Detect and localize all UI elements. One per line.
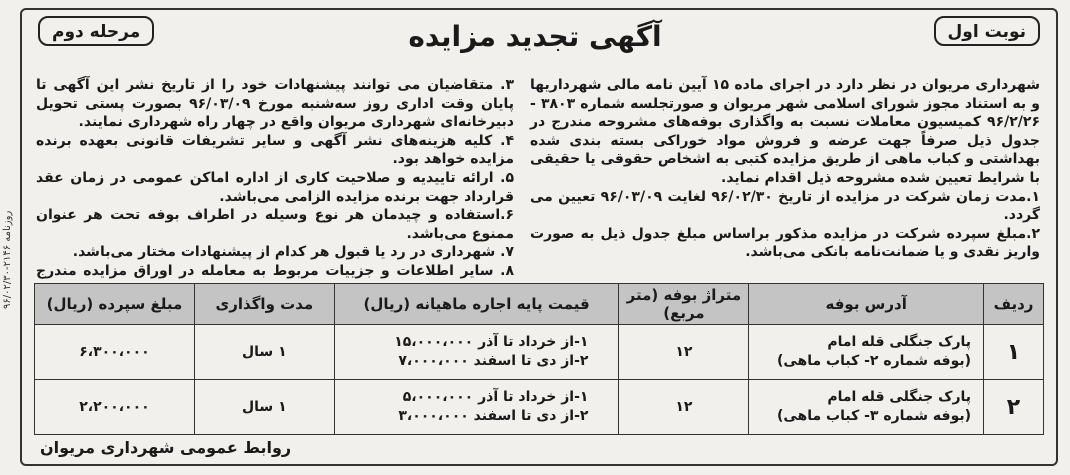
buffet-address [749,325,984,380]
conditions-right-column [530,76,1040,262]
condition-4: ۴. کلیه هزینه‌های نشر آگهی و سایر تشریفات قانونی بعهده برنده مزایده خواهد بود. [36,132,514,168]
table-row [35,380,1044,435]
rent-period-2: ۲-از دی تا اسفند ۳،۰۰۰،۰۰۰ [398,408,589,424]
lease-duration: ۱ سال [194,380,334,435]
header-address: آدرس بوفه [749,284,984,325]
rent-period-1: ۱-از خرداد تا آذر ۱۵،۰۰۰،۰۰۰ [394,334,589,350]
newspaper-side-label: روزنامه ۲۱۴۶-۹۶/۰۲/۳۰ [2,210,13,310]
address-line: پارک جنگلی قله امام [827,389,972,405]
address-detail: (بوفه شماره ۲- کباب ماهی) [776,353,972,369]
header-row-number: ردیف [984,284,1044,325]
buffet-address [749,380,984,435]
intro-text: در نظر دارد در اجرای ماده ۱۵ آیین نامه مالی شهرداریها و به استناد مجوز شورای اسلامی شهر مریوان و صورتجلسه شماره ۳۸۰۳ - ۹۶/۲/۲۶ کمیسیون معاملات نسبت به واگذاری بوفه‌های مشروحه مندرج در جدول ذیل صرفاً جهت عرضه و فروش مواد خوراکی بسته بندی شده بهداشتی و کباب ماهی از طریق مزایده کتبی به اشخاص حقوقی یا حقیقی با شرایط تعیین شده مشروحه ذیل اقدام نماید. [530,77,1040,186]
condition-1: ۱.مدت زمان شرکت در مزایده از تاریخ ۹۶/۰۲/۳۰ لغایت ۹۶/۰۳/۰۹ تعیین می گردد. [530,188,1040,224]
intro-paragraph [530,76,1040,188]
deposit-amount: ۶،۳۰۰،۰۰۰ [35,325,195,380]
stage-badge: مرحله دوم [38,16,154,46]
condition-6: ۶.استفاده و چیدمان هر نوع وسیله در اطراف بوفه تحت هر عنوان ممنوع می‌باشد. [36,207,514,242]
deposit-amount: ۲،۲۰۰،۰۰۰ [35,380,195,435]
base-rent [334,325,619,380]
buffet-area: ۱۲ [619,325,749,380]
header-duration: مدت واگذاری [194,284,334,325]
header-area: متراژ بوفه (متر مربع) [619,284,749,325]
buffets-table [34,283,1044,435]
address-line: پارک جنگلی قله امام [827,334,972,350]
condition-2: ۲.مبلغ سپرده شرکت در مزایده مذکور براساس مبلغ جدول ذیل به صورت واریز نقدی و یا ضمانت‌نامه بانکی می‌باشد. [530,225,1040,261]
notice-number-badge: نوبت اول [934,16,1040,46]
conditions-left-column [36,76,514,299]
notice-title: آگهی تجدید مزایده [408,20,662,53]
table-header-row [35,284,1044,325]
table-row [35,325,1044,380]
condition-5: ۵. ارائه تاییدیه و صلاحیت کاری از اداره اماکن عمومی در زمان عقد قرارداد جهت برنده مزایده الزامی می‌باشد. [36,169,514,205]
condition-7: ۷. شهرداری در رد یا قبول هر کدام از پیشنهادات مختار می‌باشد. [72,244,514,261]
header-base-rent: قیمت پایه اجاره ماهیانه (ریال) [334,284,619,325]
base-rent [334,380,619,435]
lease-duration: ۱ سال [194,325,334,380]
row-number: ۱ [984,325,1044,380]
condition-8: ۸. سایر اطلاعات و جزییات مربوط به معامله در اوراق مزایده مندرج [36,262,514,279]
rent-period-2: ۲-از دی تا اسفند ۷،۰۰۰،۰۰۰ [398,353,589,369]
rent-period-1: ۱-از خرداد تا آذر ۵،۰۰۰،۰۰۰ [402,389,589,405]
buffet-area: ۱۲ [619,380,749,435]
condition-3: ۳. متقاضیان می توانند پیشنهادات خود را از تاریخ نشر این آگهی تا پایان وقت اداری روز سه‌شنبه مورخ ۹۶/۰۳/۰۹ بصورت پستی تحویل دبیرخانه‌ای شهرداری مریوان واقع در چهار راه شهرداری نمایند. [36,77,514,131]
header-deposit: مبلغ سپرده (ریال) [35,284,195,325]
municipality-name: شهرداری مریوان [921,77,1040,93]
address-detail: (بوفه شماره ۳- کباب ماهی) [776,408,972,424]
row-number: ۲ [984,380,1044,435]
public-relations-signature: روابط عمومی شهرداری مریوان [40,438,292,457]
